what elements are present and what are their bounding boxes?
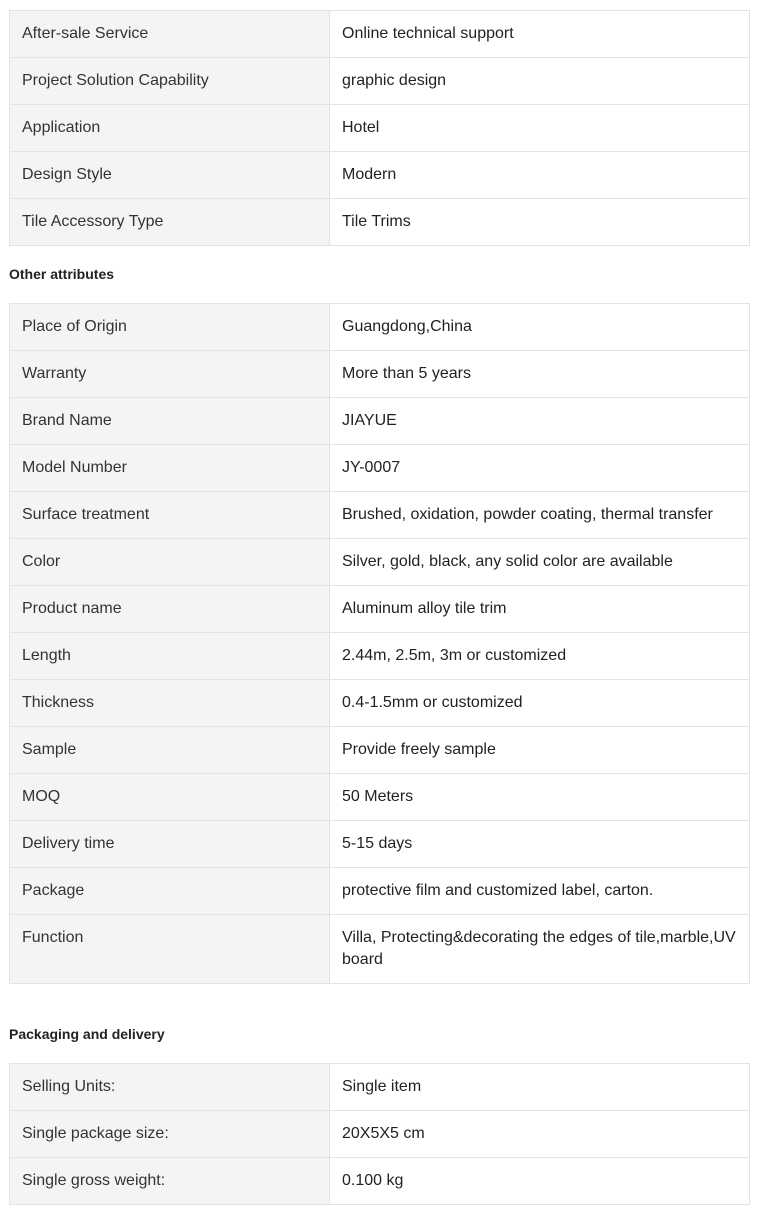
table-row <box>10 351 750 398</box>
attribute-value: 0.100 kg <box>330 1158 750 1205</box>
other-attributes-table <box>9 303 750 984</box>
attribute-value: Hotel <box>330 105 750 152</box>
attribute-value: More than 5 years <box>330 351 750 398</box>
attribute-label: Delivery time <box>10 821 330 868</box>
attribute-value: Provide freely sample <box>330 727 750 774</box>
table-row <box>10 868 750 915</box>
attribute-value: 5-15 days <box>330 821 750 868</box>
attribute-value: 20X5X5 cm <box>330 1111 750 1158</box>
table-row <box>10 586 750 633</box>
attribute-value: protective film and customized label, carton. <box>330 868 750 915</box>
attribute-label: Function <box>10 915 330 984</box>
table-row <box>10 105 750 152</box>
table-row <box>10 727 750 774</box>
attribute-label: Project Solution Capability <box>10 58 330 105</box>
attribute-label: Length <box>10 633 330 680</box>
table-row <box>10 398 750 445</box>
attribute-label: Single package size: <box>10 1111 330 1158</box>
attribute-label: Application <box>10 105 330 152</box>
attribute-label: Design Style <box>10 152 330 199</box>
attribute-value: Tile Trims <box>330 199 750 246</box>
attribute-label: MOQ <box>10 774 330 821</box>
packaging-delivery-table <box>9 1063 750 1205</box>
attribute-value: Single item <box>330 1064 750 1111</box>
attribute-value: Villa, Protecting&decorating the edges of tile,marble,UV board <box>330 915 750 984</box>
attribute-label: Color <box>10 539 330 586</box>
table-row <box>10 915 750 984</box>
attribute-label: Selling Units: <box>10 1064 330 1111</box>
attribute-value: Guangdong,China <box>330 304 750 351</box>
table-row <box>10 58 750 105</box>
attribute-value: graphic design <box>330 58 750 105</box>
table-row <box>10 492 750 539</box>
attribute-value: Online technical support <box>330 11 750 58</box>
attribute-value: 50 Meters <box>330 774 750 821</box>
attribute-label: Model Number <box>10 445 330 492</box>
attribute-value: Aluminum alloy tile trim <box>330 586 750 633</box>
attribute-value: Modern <box>330 152 750 199</box>
attribute-label: After-sale Service <box>10 11 330 58</box>
attribute-value: 0.4-1.5mm or customized <box>330 680 750 727</box>
attribute-value: 2.44m, 2.5m, 3m or customized <box>330 633 750 680</box>
table-row <box>10 304 750 351</box>
table-row <box>10 1158 750 1205</box>
attribute-label: Sample <box>10 727 330 774</box>
attribute-label: Brand Name <box>10 398 330 445</box>
table-row <box>10 152 750 199</box>
attribute-value: JY-0007 <box>330 445 750 492</box>
section-title-packaging-delivery: Packaging and delivery <box>9 1026 165 1042</box>
section-title-other-attributes: Other attributes <box>9 266 115 282</box>
table-row <box>10 11 750 58</box>
table-row <box>10 1064 750 1111</box>
attribute-value: Silver, gold, black, any solid color are available <box>330 539 750 586</box>
table-row <box>10 821 750 868</box>
attribute-label: Single gross weight: <box>10 1158 330 1205</box>
attribute-value: Brushed, oxidation, powder coating, thermal transfer <box>330 492 750 539</box>
attribute-label: Package <box>10 868 330 915</box>
attribute-label: Surface treatment <box>10 492 330 539</box>
attribute-value: JIAYUE <box>330 398 750 445</box>
table-row <box>10 199 750 246</box>
attribute-label: Thickness <box>10 680 330 727</box>
key-attributes-table <box>9 10 750 246</box>
table-row <box>10 445 750 492</box>
table-row <box>10 680 750 727</box>
attribute-label: Tile Accessory Type <box>10 199 330 246</box>
attribute-label: Place of Origin <box>10 304 330 351</box>
table-row <box>10 633 750 680</box>
table-row <box>10 539 750 586</box>
table-row <box>10 1111 750 1158</box>
table-row <box>10 774 750 821</box>
attribute-label: Warranty <box>10 351 330 398</box>
attribute-label: Product name <box>10 586 330 633</box>
